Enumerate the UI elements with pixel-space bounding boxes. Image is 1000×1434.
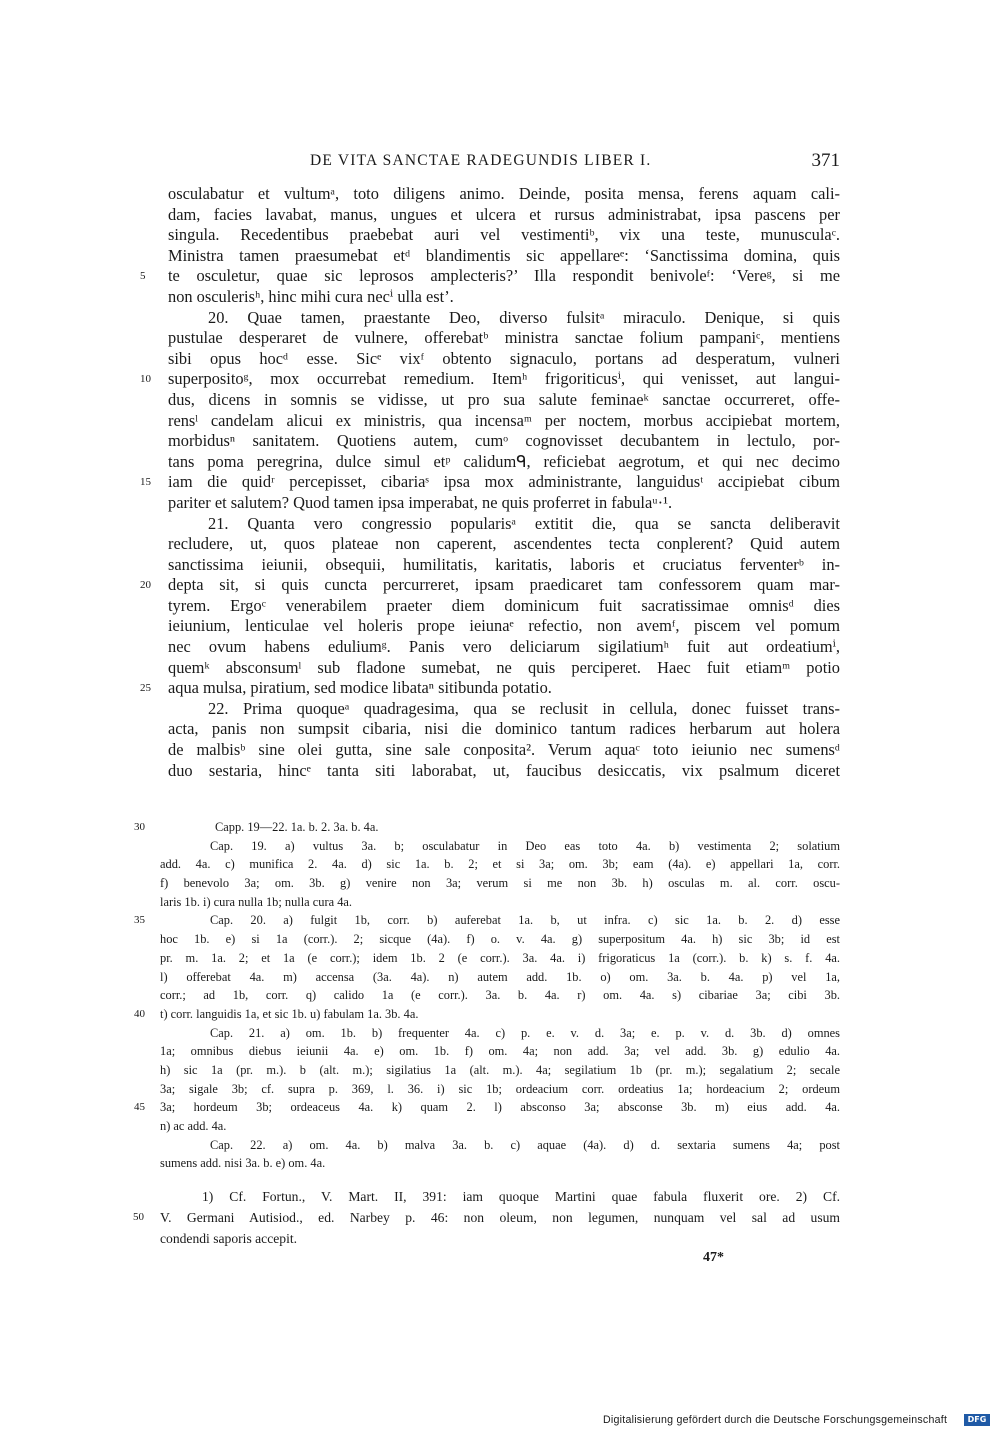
text-line [168,514,840,535]
apparatus-line [134,1005,840,1024]
line-number: 30 [134,821,145,833]
text-line [168,596,840,617]
apparatus-line [160,1080,840,1099]
line-text: superpositoᵍ, mox occurrebat remedium. Itemʰ frigoriticusⁱ, qui venisset, aut langui- [168,369,840,389]
line-number: 50 [133,1211,144,1223]
text-line [168,719,840,740]
text-line [168,308,840,329]
apparatus-line [160,893,840,912]
line-text: quemᵏ absconsumˡ sub fladone sumebat, ne quis perciperet. Haec fuit etiamᵐ potio [168,657,840,677]
line-text: n) ac add. 4a. [160,1119,227,1133]
text-line [168,349,840,370]
text-line [168,452,840,473]
line-text: laris 1b. i) cura nulla 1b; nulla cura 4a. [160,894,352,909]
critical-apparatus [134,818,840,1173]
line-text: dus, dicens in somnis se vidisse, ut pro sua salute feminaeᵏ sanctae occurreret, offe- [168,389,840,409]
line-text: f) benevolo 3a; om. 3b. g) venire non 3a; verum si me non 3b. h) osculas m. al. corr. oscu- [160,876,840,891]
apparatus-line [160,986,840,1005]
line-text: iam die quidʳ percepisset, cibariaˢ ipsa mox administrante, languidusᵗ accipiebat cibum [168,472,840,492]
line-number: 25 [140,682,151,695]
line-text: 3a; hordeum 3b; ordeaceus 4a. k) quam 2. l) absconso 3a; absconse 3b. m) eius add. 4a. [160,1100,840,1115]
apparatus-line [160,1154,840,1173]
line-text: sanctissima ieiunii, obsequii, humilitatis, karitatis, laboris et cruciatus ferventerᵇ in- [168,554,840,574]
line-text: tyrem. Ergoᶜ venerabilem praeter diem dominicum fuit sacratissimae omnisᵈ dies [168,595,840,615]
line-text: hoc 1b. e) si 1a (corr.). 2; sicque (4a). f) o. v. 4a. g) superpositum 4a. h) sic 3b; id est [160,932,840,947]
line-text: sibi opus hocᵈ esse. Sicᵉ vixᶠ obtento signaculo, portans ad desperatum, vulneri [168,348,840,368]
running-title: DE VITA SANCTAE RADEGUNDIS LIBER I. [310,152,652,169]
line-number: 35 [134,914,145,927]
line-text: condendi saporis accepit. [160,1231,298,1246]
apparatus-line [160,1042,840,1061]
line-text: dam, facies lavabat, manus, ungues et ulcera et rursus administrabat, ipsa pascens per [168,204,840,224]
line-text: pariter et salutem? Quod tamen ipsa imperabat, ne quis proferret in fabulaᵘ·¹. [168,492,673,512]
line-text: 22. Prima quoqueᵃ quadragesima, qua se reclusit in cellula, donec fuisset trans- [208,698,840,718]
line-text: de malbisᵇ sine olei gutta, sine sale conposita². Verum aquaᶜ toto ieiunio nec sumensᵈ [168,740,840,760]
text-line [168,740,840,761]
line-text: pr. m. 1a. 2; et 1a (e corr.); idem 1b. 2 (e corr.). 3a. 4a. i) frigoraticus 1a (corr.). b. k) s. f. 4a. [160,950,840,965]
line-text: Ministra tamen praesumebat etᵈ blandimentis sic appellareᵉ: ‘Sanctissima domina, quis [168,245,840,265]
apparatus-line [134,1098,840,1117]
text-line [168,205,840,226]
apparatus-line [160,1061,840,1080]
text-line [168,225,840,246]
line-text: nec ovum habens eduliumᵍ. Panis vero deliciarum sigilatiumʰ fuit aut ordeatiumⁱ, [168,637,840,657]
text-line [140,575,840,596]
main-text [140,184,840,781]
note-line [160,1228,840,1249]
text-line [168,411,840,432]
text-line [140,472,840,493]
source-notes [133,1186,840,1249]
line-text: 21. Quanta vero congressio popularisᵃ extitit die, qua se sancta deliberavit [208,513,840,533]
line-text: osculabatur et vultumᵃ, toto diligens animo. Deinde, posita mensa, ferens aquam cali- [168,184,840,203]
line-text: Cap. 21. a) om. 1b. b) frequenter 4a. c) p. e. v. d. 3a; e. p. v. d. 3b. d) omnes [210,1025,840,1040]
text-line [140,369,840,390]
line-text: add. 4a. c) munifica 2. 4a. d) sic 1a. b. 2; et si 3a; om. 3b; eam (4a). e) appellari 1a, corr. [160,857,840,872]
line-text: 1a; omnibus diebus ieiunii 4a. e) om. 1b. f) om. 4a; non add. 3a; vel add. 3b. g) edulio 4a. [160,1044,840,1059]
line-text: te osculetur, quae sic leprosos amplecteris?’ Illa respondit benivoleᶠ: ‘Vereᵍ, si me [168,266,840,286]
line-text: rensˡ candelam alicui ex ministris, qua incensaᵐ per noctem, morbus accipiebat mortem, [168,410,840,430]
line-number: 15 [140,476,151,489]
apparatus-line [160,837,840,856]
line-text: recludere, ut, quos plateae non caperent, ascendentes tecta conplerent? Quid autem [168,534,840,554]
line-text: 3a; sigale 3b; cf. supra p. 369, l. 36. i) sic 1b; ordeacium corr. ordeatius 1a; hordeacium 2; ordeum [160,1081,840,1096]
digitization-credit: Digitalisierung gefördert durch die Deutsche Forschungsgemeinschaft [603,1414,948,1426]
line-number: 45 [134,1101,145,1114]
text-line [168,328,840,349]
text-line [168,637,840,658]
line-text: acta, panis non sumpsit cibaria, nisi die dominico tantum radices herbarum aut holera [168,719,840,739]
dfg-logo-icon: DFG [964,1414,990,1426]
note-line [133,1207,840,1228]
line-text: V. Germani Autisiod., ed. Narbey p. 46: non oleum, non legumen, nunquam vel sal ad usum [160,1210,840,1225]
signature-mark: 47* [703,1250,724,1265]
line-text: depta sit, si quis cuncta percurreret, ipsam praedicaret tam confessorem quam mar- [168,575,840,595]
line-text: aqua mulsa, piratium, sed modice libataⁿ sitibunda potatio. [168,678,552,698]
line-text: tans poma peregrina, dulce simul etᵖ calidumᑫ, reficiebat aegrotum, et qui nec decimo [168,451,840,471]
line-number: 40 [134,1007,145,1020]
line-text: l) offerebat 4a. m) accensa (3a. 4a). n) autem add. 1b. o) om. 3a. b. 4a. p) vel 1a, [160,969,840,984]
text-line [140,678,840,699]
line-text: t) corr. languidis 1a, et sic 1b. u) fabulam 1a. 3b. 4a. [160,1006,419,1021]
apparatus-line [160,930,840,949]
line-text: ieiunium, lenticulae vel holeris prope ieiunaᵉ refectio, non avemᶠ, piscem vel pomum [168,616,840,636]
apparatus-line [160,855,840,874]
text-line [168,761,840,782]
line-text: morbidusⁿ sanitatem. Quotiens autem, cumᵒ cognovisset decubantem in lectulo, por- [168,431,840,451]
text-line [168,390,840,411]
text-line [140,266,840,287]
text-line [168,534,840,555]
line-number: 20 [140,579,151,592]
text-line [168,699,840,720]
apparatus-line [160,1117,840,1136]
line-number: 5 [140,270,146,283]
line-text: Cap. 20. a) fulgit 1b, corr. b) auferebat 1a. b, ut infra. c) sic 1a. b. 2. d) esse [210,913,840,928]
line-text: non osculerisʰ, hinc mihi cura necⁱ ulla est’. [168,286,454,306]
line-number: 10 [140,373,151,386]
text-line [168,493,840,514]
line-text: 20. Quae tamen, praestante Deo, diverso fulsitᵃ miraculo. Denique, si quis [208,307,840,327]
text-line [168,287,840,308]
text-line [168,431,840,452]
line-text: h) sic 1a (pr. m.). b (alt. m.); sigilatius 1a (alt. m.). 4a; segilatium 1b (pr. m.); segalatium 2; secale [160,1062,840,1077]
line-text: Cap. 22. a) om. 4a. b) malva 3a. b. c) aquae (4a). d) d. sextaria sumens 4a; post [210,1137,840,1152]
apparatus-line [160,1024,840,1043]
line-text: 1) Cf. Fortun., V. Mart. II, 391: iam quoque Martini quae fabula fluxerit ore. 2) Cf. [202,1189,840,1204]
line-text: sumens add. nisi 3a. b. e) om. 4a. [160,1156,326,1171]
page-number: 371 [811,150,840,171]
text-line [168,184,840,205]
apparatus-line [134,818,840,837]
text-line [168,246,840,267]
apparatus-line [160,874,840,893]
text-line [168,555,840,576]
line-text: corr.; ad 1b, corr. q) calido 1a (e corr.). 3a. b. 4a. r) om. 4a. s) cibariae 3a; cibi 3b. [160,988,840,1003]
apparatus-line [160,1136,840,1155]
line-text: pustulae desperaret de vulnere, offerebatᵇ ministra sanctae folium pampaniᶜ, mentiens [168,328,840,348]
apparatus-line [160,949,840,968]
note-line [160,1186,840,1207]
line-text: duo sestaria, hincᵉ tanta siti laborabat, ut, faucibus desiccatis, vix psalmum diceret [168,760,840,780]
text-line [168,616,840,637]
apparatus-line [160,968,840,987]
text-line [168,658,840,679]
line-text: singula. Recedentibus praebebat auri vel vestimentiᵇ, vix una teste, munusculaᶜ. [168,225,840,245]
apparatus-line [134,911,840,930]
line-text: Capp. 19—22. 1a. b. 2. 3a. b. 4a. [215,820,379,834]
line-text: Cap. 19. a) vultus 3a. b; osculabatur in Deo eas toto 4a. b) vestimenta 2; solatium [210,838,840,853]
